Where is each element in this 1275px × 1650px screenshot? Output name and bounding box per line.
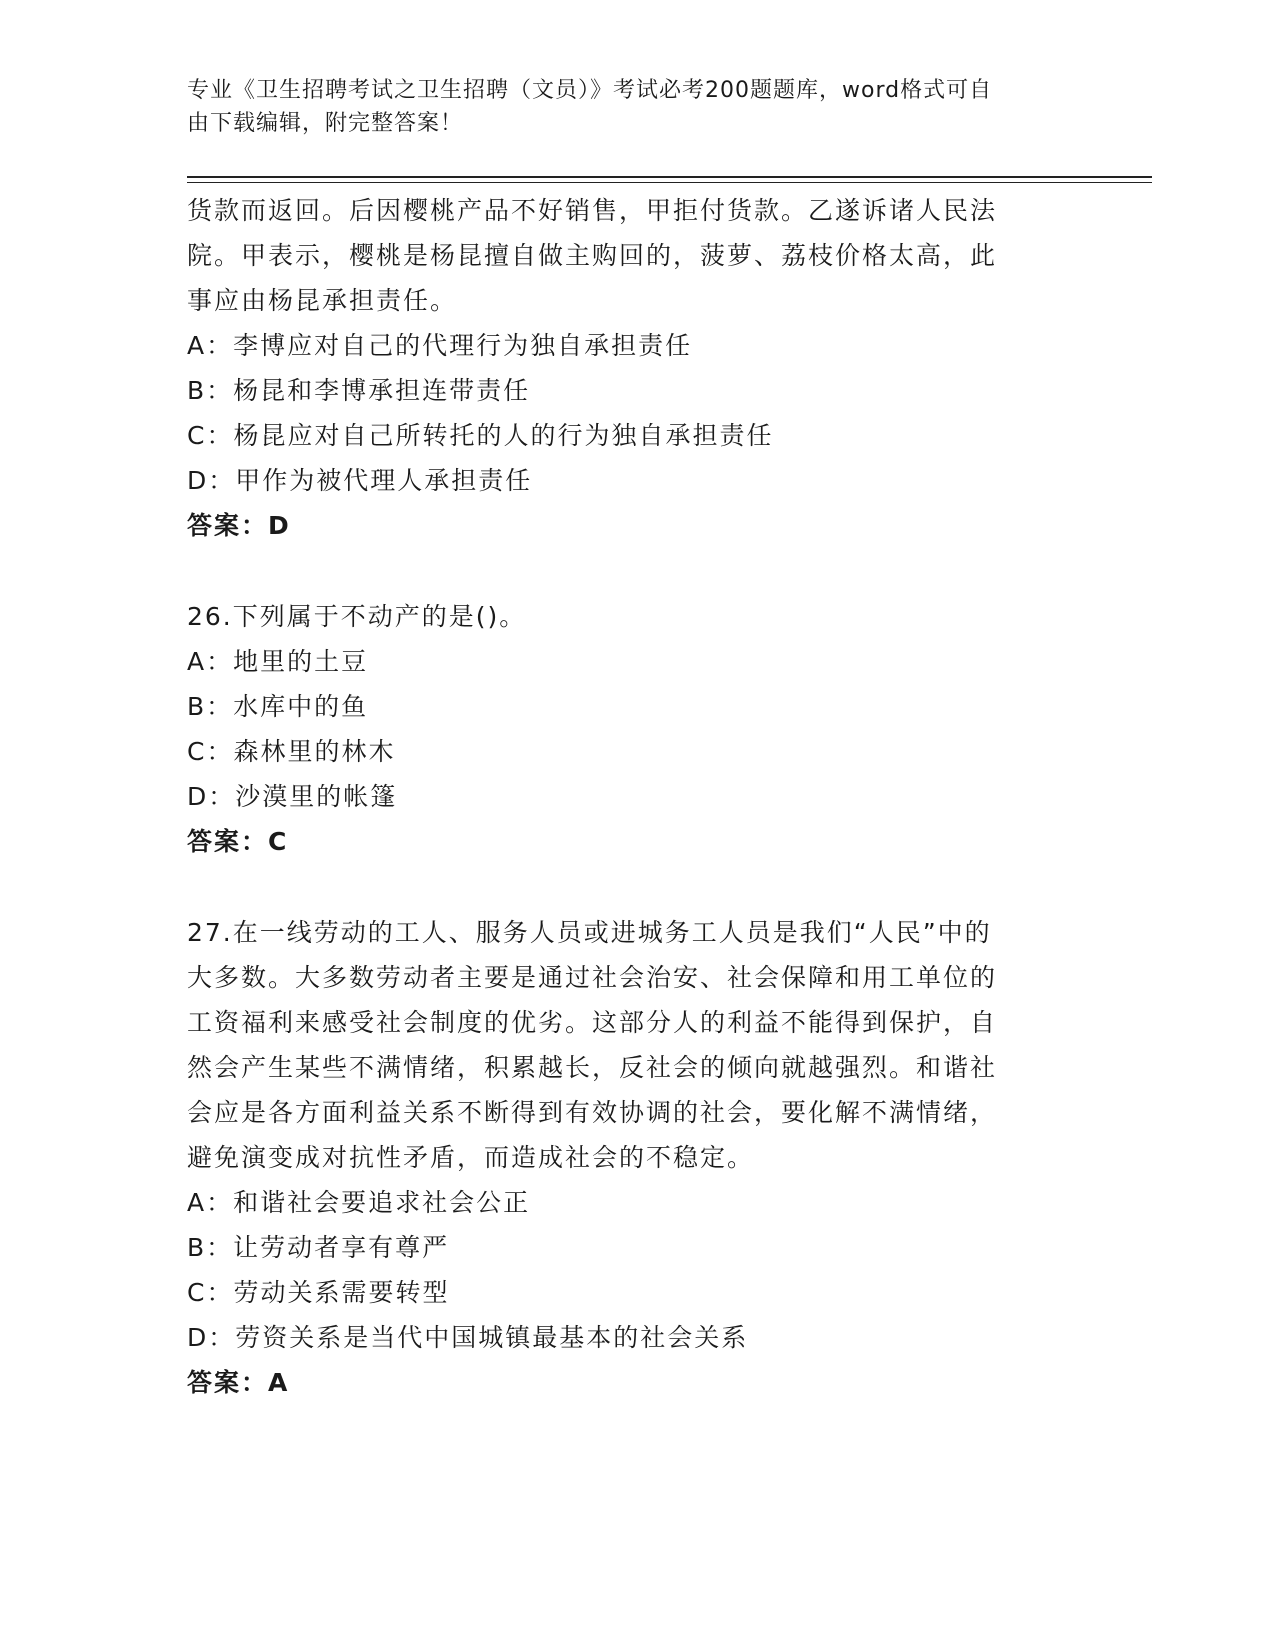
question-text-line: 大多数。大多数劳动者主要是通过社会治安、社会保障和用工单位的 <box>187 963 998 992</box>
question-text-line: 避免演变成对抗性矛盾，而造成社会的不稳定。 <box>187 1143 755 1172</box>
question-text-line: 事应由杨昆承担责任。 <box>187 286 458 315</box>
answer-line: 答案：A <box>187 1368 290 1397</box>
option-b: B：杨昆和李博承担连带责任 <box>187 376 531 405</box>
answer-line: 答案：D <box>187 511 291 540</box>
option-b: B：让劳动者享有尊严 <box>187 1233 450 1262</box>
option-d: D：劳资关系是当代中国城镇最基本的社会关系 <box>187 1323 749 1352</box>
question-26 <box>187 594 1087 864</box>
question-text-line: 工资福利来感受社会制度的优劣。这部分人的利益不能得到保护，自 <box>187 1008 998 1037</box>
option-b: B：水库中的鱼 <box>187 692 369 721</box>
header-line-2: 由下载编辑，附完整答案！ <box>187 111 464 136</box>
question-text-line: 26.下列属于不动产的是()。 <box>187 602 527 631</box>
spacer <box>187 548 1087 594</box>
option-a: A：和谐社会要追求社会公正 <box>187 1188 531 1217</box>
question-text-line: 院。甲表示，樱桃是杨昆擅自做主购回的，菠萝、荔枝价格太高，此 <box>187 241 998 270</box>
option-a: A：李博应对自己的代理行为独自承担责任 <box>187 331 693 360</box>
question-25-continued <box>187 188 1087 548</box>
option-a: A：地里的土豆 <box>187 647 369 676</box>
question-text-line: 货款而返回。后因樱桃产品不好销售，甲拒付货款。乙遂诉诸人民法 <box>187 196 998 225</box>
header-rule-thick <box>187 176 1152 178</box>
answer-line: 答案：C <box>187 827 289 856</box>
option-d: D：沙漠里的帐篷 <box>187 782 398 811</box>
question-27 <box>187 910 1087 1405</box>
option-d: D：甲作为被代理人承担责任 <box>187 466 533 495</box>
header-rule-thin <box>187 182 1152 183</box>
question-text-line: 会应是各方面利益关系不断得到有效协调的社会，要化解不满情绪， <box>187 1098 998 1127</box>
option-c: C：劳动关系需要转型 <box>187 1278 450 1307</box>
spacer <box>187 864 1087 910</box>
option-c: C：森林里的林木 <box>187 737 396 766</box>
question-text-line: 27.在一线劳动的工人、服务人员或进城务工人员是我们“人民”中的 <box>187 918 992 947</box>
question-text-line: 然会产生某些不满情绪，积累越长，反社会的倾向就越强烈。和谐社 <box>187 1053 998 1082</box>
option-c: C：杨昆应对自己所转托的人的行为独自承担责任 <box>187 421 774 450</box>
document-header <box>187 74 1067 140</box>
header-line-1: 专业《卫生招聘考试之卫生招聘（文员）》考试必考200题题库，word格式可自 <box>187 78 993 103</box>
document-body <box>187 188 1087 1405</box>
